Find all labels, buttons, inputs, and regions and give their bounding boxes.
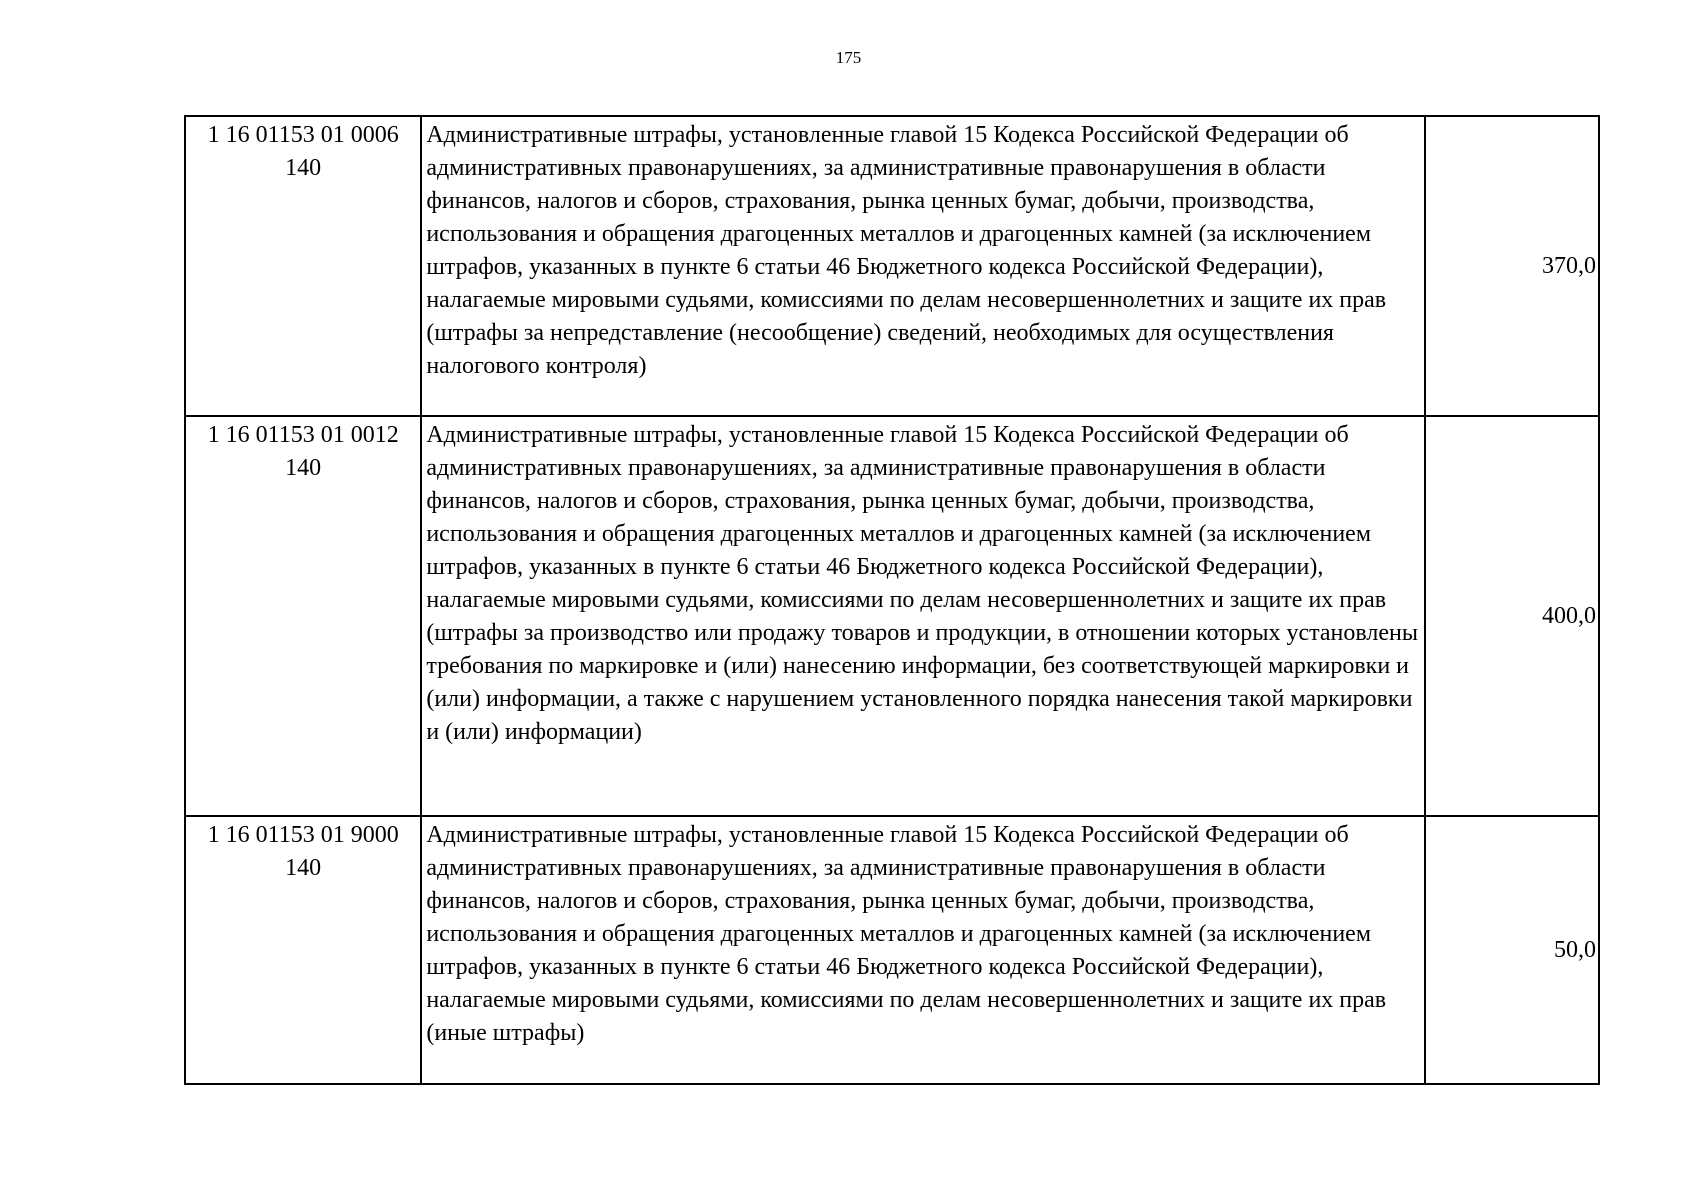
- table-row: [185, 816, 1599, 1084]
- budget-code-cell: [185, 116, 421, 416]
- budget-code-line-2: 140: [285, 455, 322, 481]
- budget-revenue-table: [184, 115, 1600, 1085]
- amount-cell: 400,0: [1425, 416, 1599, 816]
- description-cell: Административные штрафы, установленные главой 15 Кодекса Российской Федерации об административных правонарушениях, за административные правонарушения в области финансов, налогов и сборов, страхования, рынка ценных бумаг, добычи, производства, использования и обращения драгоценных металлов и драгоценных камней (за исключением штрафов, указанных в пункте 6 статьи 46 Бюджетного кодекса Российской Федерации), налагаемые мировыми судьями, комиссиями по делам несовершеннолетних и защите их прав (штрафы за производство или продажу товаров и продукции, в отношении которых установлены требования по маркировке и (или) нанесению информации, без соответствующей маркировки и (или) информации, а также с нарушением установленного порядка нанесения такой маркировки и (или) информации): [421, 416, 1424, 816]
- budget-code-line-2: 140: [285, 155, 322, 181]
- amount-cell: 50,0: [1425, 816, 1599, 1084]
- budget-code-line-2: 140: [285, 855, 322, 881]
- amount-cell: 370,0: [1425, 116, 1599, 416]
- table-row: [185, 116, 1599, 416]
- budget-code-line-1: 1 16 01153 01 0012: [207, 422, 399, 448]
- budget-code-cell: [185, 416, 421, 816]
- table-row: [185, 416, 1599, 816]
- budget-code-line-1: 1 16 01153 01 0006: [207, 122, 399, 148]
- description-cell: Административные штрафы, установленные главой 15 Кодекса Российской Федерации об административных правонарушениях, за административные правонарушения в области финансов, налогов и сборов, страхования, рынка ценных бумаг, добычи, производства, использования и обращения драгоценных металлов и драгоценных камней (за исключением штрафов, указанных в пункте 6 статьи 46 Бюджетного кодекса Российской Федерации), налагаемые мировыми судьями, комиссиями по делам несовершеннолетних и защите их прав (иные штрафы): [421, 816, 1424, 1084]
- page-number: 175: [835, 48, 862, 67]
- budget-code-cell: [185, 816, 421, 1084]
- description-cell: Административные штрафы, установленные главой 15 Кодекса Российской Федерации об административных правонарушениях, за административные правонарушения в области финансов, налогов и сборов, страхования, рынка ценных бумаг, добычи, производства, использования и обращения драгоценных металлов и драгоценных камней (за исключением штрафов, указанных в пункте 6 статьи 46 Бюджетного кодекса Российской Федерации), налагаемые мировыми судьями, комиссиями по делам несовершеннолетних и защите их прав (штрафы за непредставление (несообщение) сведений, необходимых для осуществления налогового контроля): [421, 116, 1424, 416]
- budget-code-line-1: 1 16 01153 01 9000: [207, 822, 399, 848]
